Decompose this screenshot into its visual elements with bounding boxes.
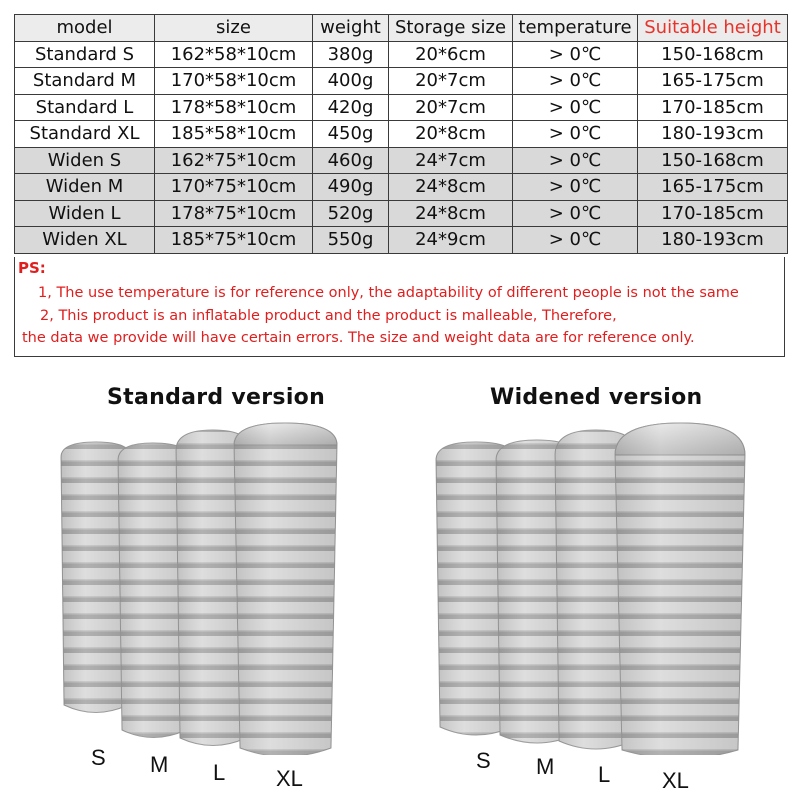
cell-height: 165-175cm	[638, 68, 788, 95]
label-widened-s: S	[476, 748, 491, 773]
label-widened-l: L	[598, 762, 611, 787]
cell-model: Standard XL	[15, 121, 155, 148]
label-standard-xl: XL	[276, 766, 303, 791]
header-suitable-height: Suitable height	[638, 15, 788, 42]
cell-size: 185*58*10cm	[155, 121, 313, 148]
header-model: model	[15, 15, 155, 42]
widened-pads	[436, 423, 745, 755]
cell-model: Standard S	[15, 41, 155, 68]
cell-weight: 400g	[313, 68, 389, 95]
notes-ps-label: PS:	[18, 259, 46, 277]
cell-size: 185*75*10cm	[155, 227, 313, 254]
cell-storage: 24*9cm	[389, 227, 513, 254]
widened-version-title: Widened version	[490, 385, 703, 410]
cell-temperature: > 0℃	[513, 200, 638, 227]
spec-table	[14, 14, 788, 254]
cell-size: 170*75*10cm	[155, 174, 313, 201]
cell-height: 150-168cm	[638, 41, 788, 68]
table-row	[15, 147, 788, 174]
cell-temperature: > 0℃	[513, 174, 638, 201]
header-weight: weight	[313, 15, 389, 42]
table-row	[15, 227, 788, 254]
label-widened-m: M	[536, 754, 555, 779]
cell-height: 170-185cm	[638, 94, 788, 121]
cell-model: Widen S	[15, 147, 155, 174]
cell-storage: 20*6cm	[389, 41, 513, 68]
cell-weight: 520g	[313, 200, 389, 227]
sleeping-pad-illustration	[0, 415, 800, 755]
cell-model: Widen M	[15, 174, 155, 201]
cell-height: 150-168cm	[638, 147, 788, 174]
header-temperature: temperature	[513, 15, 638, 42]
cell-storage: 20*8cm	[389, 121, 513, 148]
cell-temperature: > 0℃	[513, 121, 638, 148]
cell-size: 162*75*10cm	[155, 147, 313, 174]
cell-model: Standard L	[15, 94, 155, 121]
table-row	[15, 94, 788, 121]
note-line-1: 1, The use temperature is for reference only, the adaptability of different people is not the same	[38, 285, 739, 301]
header-size: size	[155, 15, 313, 42]
cell-weight: 420g	[313, 94, 389, 121]
header-storage-size: Storage size	[389, 15, 513, 42]
cell-storage: 24*7cm	[389, 147, 513, 174]
label-widened-xl: XL	[662, 768, 689, 793]
standard-pads	[61, 423, 337, 755]
label-standard-m: M	[150, 752, 169, 777]
cell-storage: 24*8cm	[389, 200, 513, 227]
cell-height: 180-193cm	[638, 121, 788, 148]
cell-temperature: > 0℃	[513, 68, 638, 95]
cell-size: 178*75*10cm	[155, 200, 313, 227]
cell-weight: 460g	[313, 147, 389, 174]
cell-model: Standard M	[15, 68, 155, 95]
cell-storage: 20*7cm	[389, 94, 513, 121]
pad-xl-standard	[234, 423, 337, 755]
cell-height: 180-193cm	[638, 227, 788, 254]
notes-box	[14, 257, 785, 357]
table-header-row	[15, 15, 788, 42]
cell-temperature: > 0℃	[513, 94, 638, 121]
cell-size: 162*58*10cm	[155, 41, 313, 68]
label-standard-s: S	[91, 745, 106, 770]
table-row	[15, 174, 788, 201]
cell-height: 170-185cm	[638, 200, 788, 227]
label-standard-l: L	[213, 760, 226, 785]
standard-version-title: Standard version	[107, 385, 326, 410]
cell-weight: 490g	[313, 174, 389, 201]
cell-model: Widen L	[15, 200, 155, 227]
cell-temperature: > 0℃	[513, 147, 638, 174]
cell-weight: 450g	[313, 121, 389, 148]
note-line-2: 2, This product is an inflatable product and the product is malleable, Therefore,	[40, 308, 617, 324]
table-row	[15, 121, 788, 148]
table-row	[15, 41, 788, 68]
cell-storage: 24*8cm	[389, 174, 513, 201]
cell-size: 178*58*10cm	[155, 94, 313, 121]
cell-size: 170*58*10cm	[155, 68, 313, 95]
table-row	[15, 68, 788, 95]
cell-height: 165-175cm	[638, 174, 788, 201]
note-line-3: the data we provide will have certain errors. The size and weight data are for reference only.	[22, 330, 695, 346]
cell-storage: 20*7cm	[389, 68, 513, 95]
cell-weight: 550g	[313, 227, 389, 254]
pad-xl-widened	[615, 423, 745, 755]
table-row	[15, 200, 788, 227]
cell-temperature: > 0℃	[513, 41, 638, 68]
cell-temperature: > 0℃	[513, 227, 638, 254]
cell-model: Widen XL	[15, 227, 155, 254]
cell-weight: 380g	[313, 41, 389, 68]
